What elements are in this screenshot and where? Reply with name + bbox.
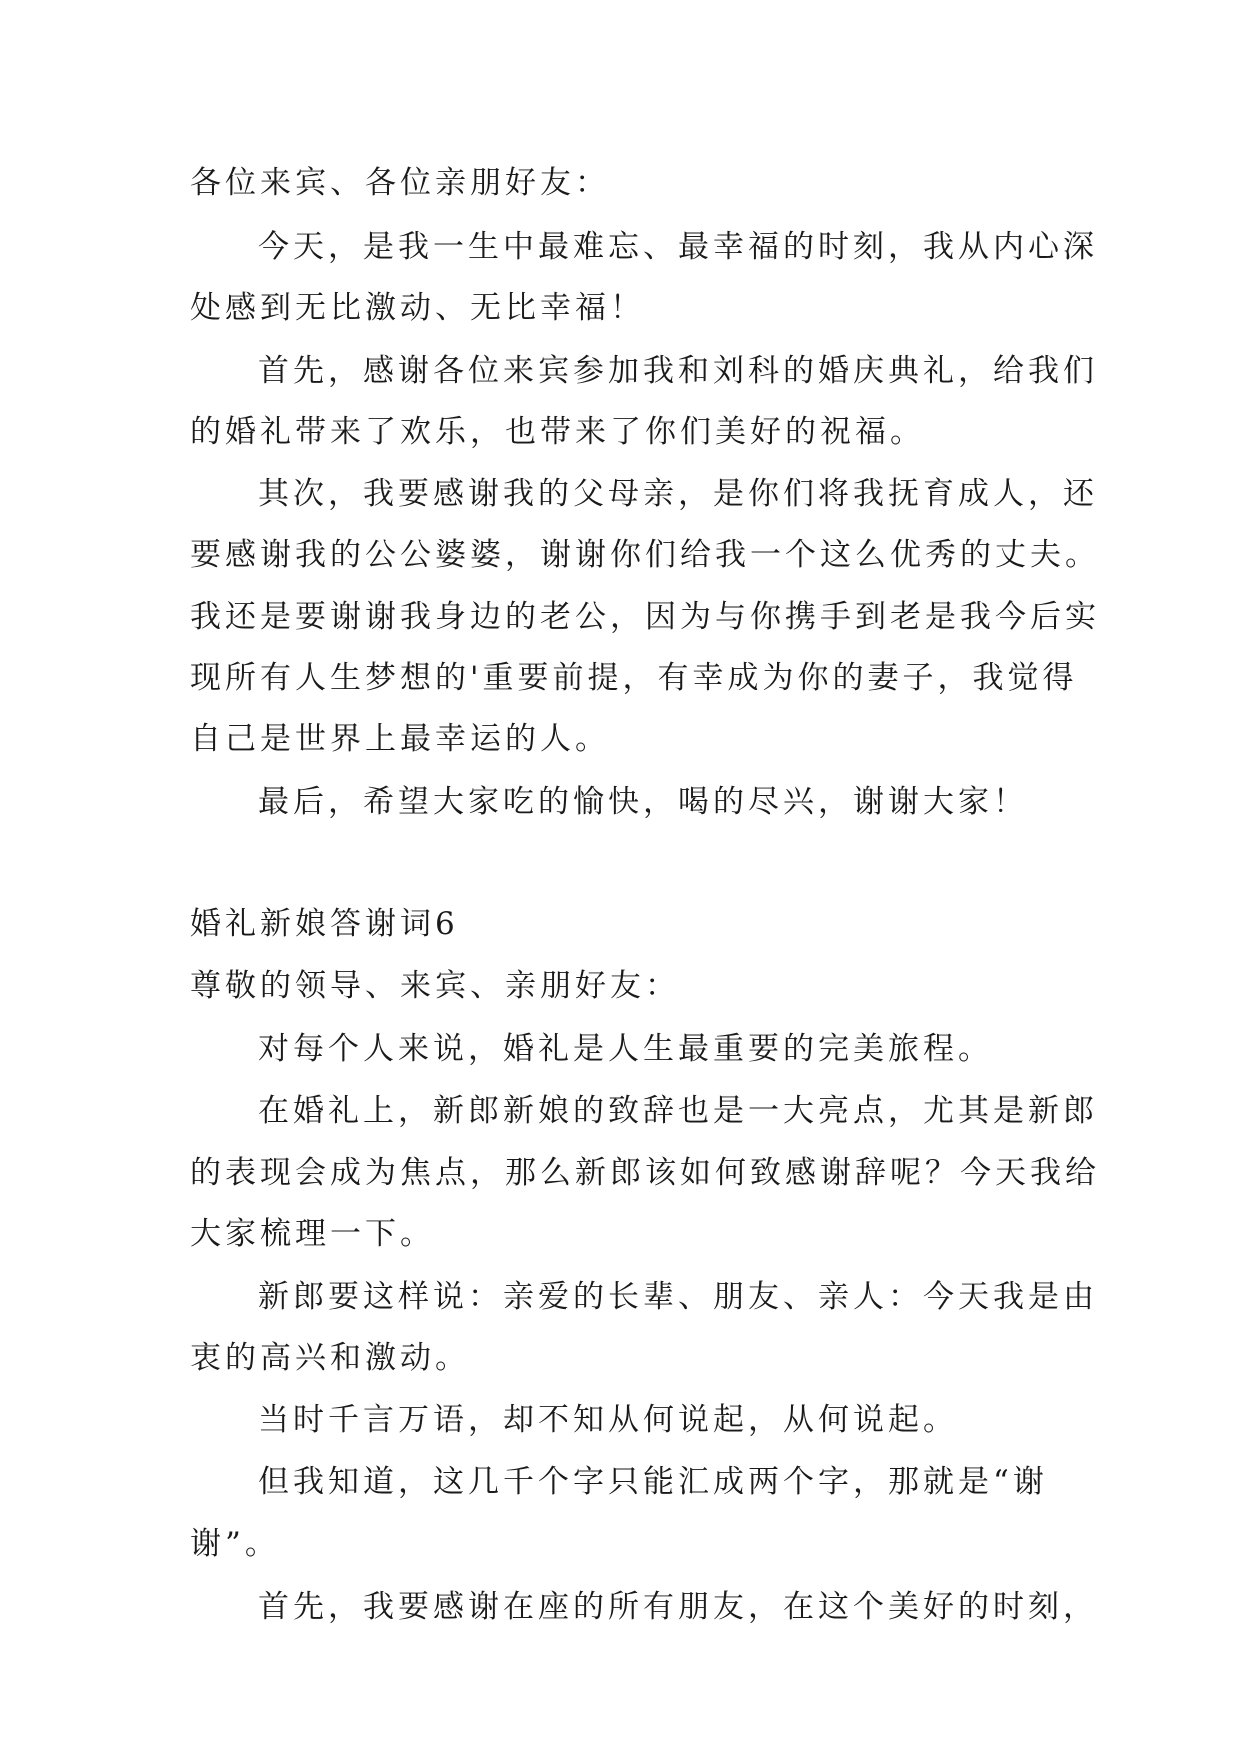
paragraph-line: 的婚礼带来了欢乐，也带来了你们美好的祝福。 [190,414,925,450]
paragraph-line: 自己是世界上最幸运的人。 [190,721,610,757]
paragraph-line: 其次，我要感谢我的父母亲，是你们将我抚育成人，还 [258,476,1098,512]
paragraph-line: 今天，是我一生中最难忘、最幸福的时刻，我从内心深 [258,229,1098,265]
paragraph-line: 谢”。 [190,1526,280,1562]
section-heading: 婚礼新娘答谢词6 [190,906,459,942]
paragraph-line: 首先，我要感谢在座的所有朋友，在这个美好的时刻， [258,1589,1098,1625]
paragraph-line: 对每个人来说，婚礼是人生最重要的完美旅程。 [258,1031,993,1067]
salutation-line: 尊敬的领导、来宾、亲朋好友： [190,968,680,1004]
paragraph-line: 要感谢我的公公婆婆，谢谢你们给我一个这么优秀的丈夫。 [190,537,1100,573]
paragraph-line: 现所有人生梦想的'重要前提，有幸成为你的妻子，我觉得 [190,660,1078,696]
paragraph-line: 处感到无比激动、无比幸福！ [190,290,645,326]
paragraph-line: 新郎要这样说：亲爱的长辈、朋友、亲人：今天我是由 [258,1279,1098,1315]
paragraph-line: 最后，希望大家吃的愉快，喝的尽兴，谢谢大家！ [258,784,1028,820]
paragraph-line: 的表现会成为焦点，那么新郎该如何致感谢辞呢？今天我给 [190,1155,1100,1191]
salutation-line: 各位来宾、各位亲朋好友： [190,165,610,201]
paragraph-line: 首先，感谢各位来宾参加我和刘科的婚庆典礼，给我们 [258,353,1098,389]
paragraph-line: 大家梳理一下。 [190,1216,435,1252]
paragraph-line: 当时千言万语，却不知从何说起，从何说起。 [258,1402,958,1438]
paragraph-line: 在婚礼上，新郎新娘的致辞也是一大亮点，尤其是新郎 [258,1093,1098,1129]
paragraph-line: 我还是要谢谢我身边的老公，因为与你携手到老是我今后实 [190,599,1100,635]
paragraph-line: 但我知道，这几千个字只能汇成两个字，那就是“谢 [258,1464,1048,1500]
paragraph-line: 衷的高兴和激动。 [190,1340,470,1376]
